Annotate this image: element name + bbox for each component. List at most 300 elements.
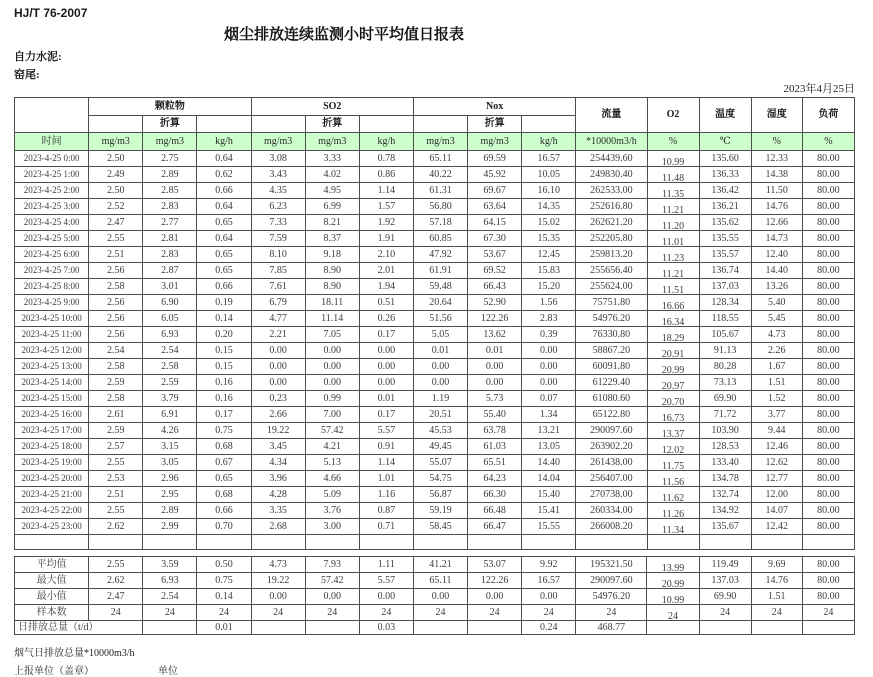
value-cell: 80.00 [802,439,854,455]
value-cell: 2.51 [89,487,143,503]
table-row [15,327,855,343]
value-cell: 16.66 [647,295,699,311]
time-cell: 2023-4-25 9:00 [15,295,89,311]
value-cell: 3.96 [251,471,305,487]
table-row [15,311,855,327]
value-cell: 2.10 [359,247,413,263]
value-cell: 58.45 [413,519,467,535]
value-cell: 12.00 [751,487,802,503]
value-cell: 136.74 [699,263,751,279]
value-cell: 15.83 [522,263,576,279]
empty-cell [143,535,197,550]
value-cell: 0.65 [197,247,251,263]
nox-converted-label: 折算 [468,116,522,133]
value-cell: 64.15 [468,215,522,231]
value-cell: 252616.80 [576,199,647,215]
value-cell: 45.53 [413,423,467,439]
value-cell: 20.97 [647,375,699,391]
value-cell: 2.81 [143,231,197,247]
value-cell: 2.83 [143,247,197,263]
value-cell: 0.65 [197,263,251,279]
value-cell: 266008.20 [576,519,647,535]
time-cell: 2023-4-25 17:00 [15,423,89,439]
value-cell: 0.00 [359,589,413,605]
value-cell: 0.00 [522,589,576,605]
value-cell: 24 [359,605,413,621]
page-title: 烟尘排放连续监测小时平均值日报表 [223,27,464,43]
table-row [15,215,855,231]
value-cell: 11.14 [305,311,359,327]
value-cell: 122.26 [468,311,522,327]
value-cell: 24 [522,605,576,621]
value-cell: 4.77 [251,311,305,327]
value-cell: 0.23 [251,391,305,407]
value-cell: 1.19 [413,391,467,407]
value-cell: 14.04 [522,471,576,487]
unit-label: 单位 [158,666,178,677]
value-cell: 4.35 [251,183,305,199]
value-cell: 0.70 [197,519,251,535]
value-cell: 18.11 [305,295,359,311]
unit-header-cell: kg/h [359,133,413,151]
value-cell: 15.20 [522,279,576,295]
value-cell: 75751.80 [576,295,647,311]
summary-label: 平均值 [15,557,89,573]
value-cell: 0.19 [197,295,251,311]
value-cell: 20.91 [647,343,699,359]
value-cell: 0.64 [197,231,251,247]
value-cell: 24 [468,605,522,621]
value-cell: 2.77 [143,215,197,231]
value-cell: 58867.20 [576,343,647,359]
value-cell: 2.58 [89,279,143,295]
value-cell: 56.80 [413,199,467,215]
empty-row [15,535,855,550]
table-row [15,183,855,199]
value-cell: 55.07 [413,455,467,471]
value-cell: 0.91 [359,439,413,455]
table-row [15,519,855,535]
value-cell: 0.00 [413,359,467,375]
value-cell: 4.02 [305,167,359,183]
value-cell: 136.42 [699,183,751,199]
table-row [15,343,855,359]
value-cell: 12.42 [751,519,802,535]
pm-sub-blank [89,116,143,133]
value-cell: 1.16 [359,487,413,503]
time-header-spacer [15,98,89,133]
value-cell: 80.00 [802,263,854,279]
value-cell: 80.00 [802,215,854,231]
value-cell: 0.00 [359,359,413,375]
value-cell: 6.91 [143,407,197,423]
value-cell: 2.54 [143,589,197,605]
value-cell: 4.28 [251,487,305,503]
value-cell: 0.51 [359,295,413,311]
table-row [15,487,855,503]
value-cell: 16.73 [647,407,699,423]
value-cell: 24 [89,605,143,621]
value-cell: 14.40 [751,263,802,279]
value-cell: 24 [802,605,854,621]
value-cell: 136.33 [699,167,751,183]
value-cell: 56.87 [413,487,467,503]
value-cell: 20.99 [647,359,699,375]
value-cell: 9.69 [751,557,802,573]
value-cell: 20.64 [413,295,467,311]
report-date: 2023年4月25日 [783,83,855,95]
value-cell: 80.00 [802,247,854,263]
summary-label: 最大值 [15,573,89,589]
value-cell: 59.48 [413,279,467,295]
value-cell: 0.26 [359,311,413,327]
value-cell: 2.66 [251,407,305,423]
value-cell: 12.40 [751,247,802,263]
value-cell [143,621,197,635]
value-cell: 254439.60 [576,151,647,167]
value-cell: 66.30 [468,487,522,503]
empty-cell [359,535,413,550]
value-cell: 3.05 [143,455,197,471]
empty-cell [699,535,751,550]
value-cell: 1.92 [359,215,413,231]
pm-converted-label: 折算 [143,116,197,133]
value-cell: 15.40 [522,487,576,503]
value-cell: 80.00 [802,519,854,535]
value-cell: 2.57 [89,439,143,455]
value-cell: 53.67 [468,247,522,263]
value-cell: 2.56 [89,263,143,279]
value-cell: 80.00 [802,167,854,183]
value-cell: 3.76 [305,503,359,519]
table-row [15,279,855,295]
value-cell: 0.86 [359,167,413,183]
time-cell: 2023-4-25 2:00 [15,183,89,199]
value-cell: 5.09 [305,487,359,503]
value-cell: 7.00 [305,407,359,423]
pm-sub-blank2 [197,116,251,133]
value-cell: 5.73 [468,391,522,407]
value-cell: 20.99 [647,573,699,589]
value-cell: 3.01 [143,279,197,295]
value-cell: 2.75 [143,151,197,167]
value-cell: 80.00 [802,343,854,359]
value-cell: 260334.00 [576,503,647,519]
value-cell: 0.50 [197,557,251,573]
value-cell: 49.45 [413,439,467,455]
value-cell: 3.59 [143,557,197,573]
value-cell: 2.61 [89,407,143,423]
time-cell: 2023-4-25 8:00 [15,279,89,295]
nox-sub-blank [413,116,467,133]
value-cell: 1.94 [359,279,413,295]
value-cell: 6.99 [305,199,359,215]
value-cell: 80.00 [802,327,854,343]
value-cell: 2.68 [251,519,305,535]
value-cell: 10.99 [647,589,699,605]
value-cell: 80.00 [802,487,854,503]
value-cell: 2.55 [89,503,143,519]
time-cell: 2023-4-25 15:00 [15,391,89,407]
value-cell: 20.70 [647,391,699,407]
value-cell: 61.03 [468,439,522,455]
value-cell: 4.95 [305,183,359,199]
value-cell: 10.05 [522,167,576,183]
value-cell: 262533.00 [576,183,647,199]
summary-table [14,556,855,635]
time-cell: 2023-4-25 16:00 [15,407,89,423]
value-cell: 8.90 [305,279,359,295]
value-cell: 69.90 [699,589,751,605]
value-cell: 0.17 [359,407,413,423]
value-cell: 2.89 [143,167,197,183]
value-cell: 14.73 [751,231,802,247]
table-row [15,471,855,487]
empty-cell [197,535,251,550]
value-cell: 249830.40 [576,167,647,183]
value-cell: 7.05 [305,327,359,343]
group-header-load: 负荷 [802,98,854,133]
table-row [15,359,855,375]
empty-cell [413,535,467,550]
time-cell: 2023-4-25 21:00 [15,487,89,503]
value-cell: 3.77 [751,407,802,423]
value-cell: 61.91 [413,263,467,279]
value-cell: 80.00 [802,183,854,199]
table-row [15,407,855,423]
time-column-header: 时间 [15,133,89,151]
value-cell: 290097.60 [576,573,647,589]
value-cell: 80.00 [802,423,854,439]
table-row [15,503,855,519]
value-cell: 134.78 [699,471,751,487]
value-cell: 13.37 [647,423,699,439]
value-cell: 0.14 [197,311,251,327]
time-cell: 2023-4-25 14:00 [15,375,89,391]
value-cell: 2.01 [359,263,413,279]
value-cell: 2.59 [89,423,143,439]
value-cell: 0.66 [197,183,251,199]
value-cell: 66.48 [468,503,522,519]
so2-converted-label: 折算 [305,116,359,133]
time-cell: 2023-4-25 23:00 [15,519,89,535]
empty-cell [647,535,699,550]
value-cell: 12.62 [751,455,802,471]
value-cell: 2.56 [89,295,143,311]
value-cell: 2.26 [751,343,802,359]
value-cell: 1.56 [522,295,576,311]
value-cell: 3.45 [251,439,305,455]
value-cell: 11.01 [647,231,699,247]
value-cell: 80.00 [802,311,854,327]
value-cell: 80.00 [802,391,854,407]
value-cell: 2.87 [143,263,197,279]
value-cell: 2.52 [89,199,143,215]
value-cell: 261438.00 [576,455,647,471]
value-cell: 65.51 [468,455,522,471]
value-cell [468,621,522,635]
value-cell: 1.11 [359,557,413,573]
unit-header-cell: % [751,133,802,151]
value-cell: 255624.00 [576,279,647,295]
value-cell: 132.74 [699,487,751,503]
value-cell: 0.67 [197,455,251,471]
empty-cell [468,535,522,550]
table-row [15,439,855,455]
so2-sub-blank [251,116,305,133]
value-cell: 13.99 [647,557,699,573]
value-cell: 10.99 [647,151,699,167]
value-cell: 4.26 [143,423,197,439]
value-cell: 69.67 [468,183,522,199]
value-cell: 0.00 [468,375,522,391]
time-cell: 2023-4-25 12:00 [15,343,89,359]
time-cell: 2023-4-25 3:00 [15,199,89,215]
value-cell: 80.00 [802,375,854,391]
value-cell: 11.51 [647,279,699,295]
value-cell: 1.01 [359,471,413,487]
value-cell: 19.22 [251,573,305,589]
value-cell: 2.83 [143,199,197,215]
value-cell: 135.67 [699,519,751,535]
value-cell: 24 [197,605,251,621]
daily-total-row [15,621,855,635]
value-cell: 67.30 [468,231,522,247]
value-cell: 0.64 [197,199,251,215]
unit-header-cell: mg/m3 [251,133,305,151]
unit-header-cell: kg/h [197,133,251,151]
value-cell: 12.66 [751,215,802,231]
value-cell: 64.23 [468,471,522,487]
value-cell: 80.00 [802,471,854,487]
value-cell [305,621,359,635]
value-cell: 6.79 [251,295,305,311]
value-cell: 128.53 [699,439,751,455]
time-cell: 2023-4-25 6:00 [15,247,89,263]
value-cell: 256407.00 [576,471,647,487]
value-cell: 9.92 [522,557,576,573]
value-cell: 80.00 [802,573,854,589]
table-row [15,247,855,263]
value-cell: 76330.80 [576,327,647,343]
value-cell [802,621,854,635]
value-cell: 11.75 [647,455,699,471]
value-cell: 24 [647,605,699,621]
value-cell: 57.42 [305,573,359,589]
value-cell: 63.64 [468,199,522,215]
value-cell: 45.92 [468,167,522,183]
empty-cell [251,535,305,550]
value-cell: 2.51 [89,247,143,263]
table-row [15,231,855,247]
value-cell: 2.99 [143,519,197,535]
flue-gas-total-note: 烟气日排放总量*10000m3/h [14,648,135,659]
value-cell: 12.77 [751,471,802,487]
value-cell: 0.00 [522,359,576,375]
value-cell: 80.00 [802,279,854,295]
value-cell: 12.33 [751,151,802,167]
value-cell: 2.55 [89,455,143,471]
value-cell: 8.37 [305,231,359,247]
value-cell: 0.00 [359,375,413,391]
value-cell: 6.05 [143,311,197,327]
value-cell: 0.17 [359,327,413,343]
reporting-unit-label: 上报单位（盖章） [14,666,94,677]
daily-total-label: 日排放总量（t/d） [15,621,143,635]
value-cell: 80.00 [802,151,854,167]
value-cell: 11.20 [647,215,699,231]
value-cell: 40.22 [413,167,467,183]
value-cell: 0.87 [359,503,413,519]
value-cell: 255656.40 [576,263,647,279]
value-cell [413,621,467,635]
value-cell: 57.18 [413,215,467,231]
value-cell: 6.23 [251,199,305,215]
value-cell: 0.03 [359,621,413,635]
value-cell: 262621.20 [576,215,647,231]
monitor-location: 窑尾: [14,69,40,81]
value-cell: 63.78 [468,423,522,439]
value-cell: 7.85 [251,263,305,279]
value-cell: 3.43 [251,167,305,183]
value-cell: 24 [413,605,467,621]
value-cell: 2.54 [143,343,197,359]
value-cell: 0.24 [522,621,576,635]
table-row [15,375,855,391]
empty-cell [576,535,647,550]
value-cell: 0.00 [251,343,305,359]
value-cell: 128.34 [699,295,751,311]
value-cell: 1.52 [751,391,802,407]
value-cell: 59.19 [413,503,467,519]
value-cell: 252205.80 [576,231,647,247]
value-cell: 0.00 [305,589,359,605]
value-cell: 4.73 [751,327,802,343]
unit-header-cell: mg/m3 [143,133,197,151]
value-cell: 15.02 [522,215,576,231]
value-cell: 61229.40 [576,375,647,391]
value-cell: 11.23 [647,247,699,263]
value-cell: 8.21 [305,215,359,231]
value-cell: 14.38 [751,167,802,183]
summary-row [15,557,855,573]
value-cell: 2.58 [89,391,143,407]
value-cell: 1.14 [359,455,413,471]
unit-header-cell: kg/h [522,133,576,151]
value-cell: 54976.20 [576,589,647,605]
value-cell: 0.66 [197,503,251,519]
value-cell: 3.79 [143,391,197,407]
value-cell: 5.57 [359,423,413,439]
empty-cell [305,535,359,550]
summary-row [15,589,855,605]
value-cell: 103.90 [699,423,751,439]
value-cell: 4.34 [251,455,305,471]
value-cell: 65.11 [413,151,467,167]
table-row [15,455,855,471]
standard-code: HJ/T 76-2007 [14,6,88,20]
value-cell: 134.92 [699,503,751,519]
value-cell: 5.57 [359,573,413,589]
so2-sub-blank2 [359,116,413,133]
value-cell: 122.26 [468,573,522,589]
value-cell: 0.00 [305,359,359,375]
time-cell: 2023-4-25 5:00 [15,231,89,247]
value-cell: 2.55 [89,231,143,247]
group-header-o2: O2 [647,98,699,133]
value-cell: 259813.20 [576,247,647,263]
value-cell [699,621,751,635]
